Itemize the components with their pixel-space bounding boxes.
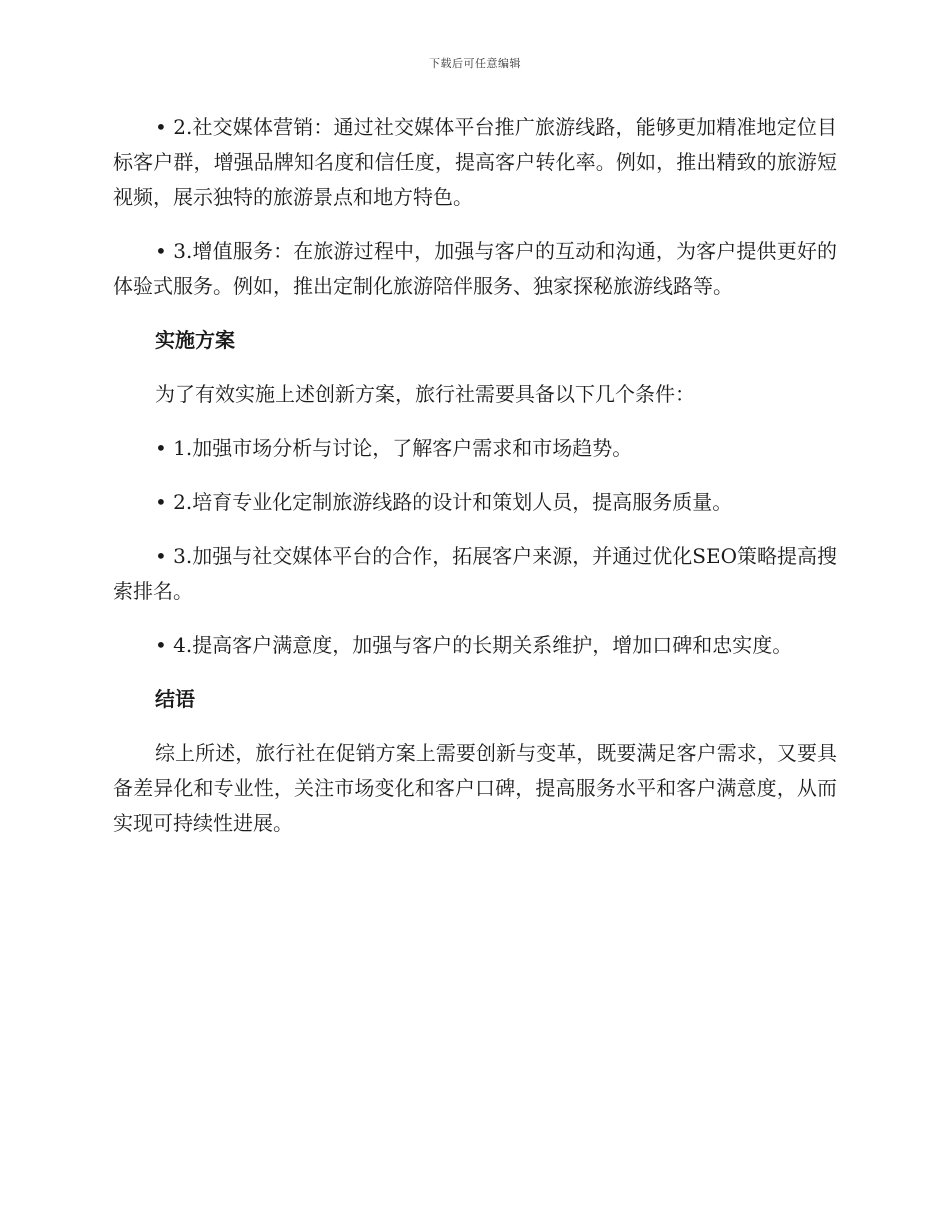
list-item-market-analysis: • 1.加强市场分析与讨论，了解客户需求和市场趋势。 bbox=[155, 436, 633, 460]
paragraph-value-added-services: • 3.增值服务：在旅游过程中，加强与客户的互动和沟通，为客户提供更好的体验式服务。例如，推出定制化旅游陪伴服务、独家探秘旅游线路等。 bbox=[113, 239, 837, 298]
header-note: 下载后可任意编辑 bbox=[429, 57, 521, 70]
list-item-staff-training: • 2.培育专业化定制旅游线路的设计和策划人员，提高服务质量。 bbox=[155, 490, 733, 514]
document-body bbox=[113, 110, 837, 841]
paragraph-implementation-intro: 为了有效实施上述创新方案，旅行社需要具备以下几个条件： bbox=[155, 382, 695, 406]
list-item-customer-satisfaction: • 4.提高客户满意度，加强与客户的长期关系维护，增加口碑和忠实度。 bbox=[155, 633, 793, 657]
heading-conclusion: 结语 bbox=[155, 687, 195, 711]
paragraph-social-media-marketing: • 2.社交媒体营销：通过社交媒体平台推广旅游线路，能够更加精准地定位目标客户群，增强品牌知名度和信任度，提高客户转化率。例如，推出精致的旅游短视频，展示独特的旅游景点和地方特色。 bbox=[113, 115, 837, 209]
heading-implementation-plan: 实施方案 bbox=[155, 328, 235, 352]
list-item-social-cooperation: • 3.加强与社交媒体平台的合作，拓展客户来源，并通过优化SEO策略提高搜索排名。 bbox=[113, 544, 837, 603]
paragraph-conclusion: 综上所述，旅行社在促销方案上需要创新与变革，既要满足客户需求，又要具备差异化和专业性，关注市场变化和客户口碑，提高服务水平和客户满意度，从而实现可持续性进展。 bbox=[113, 741, 837, 835]
